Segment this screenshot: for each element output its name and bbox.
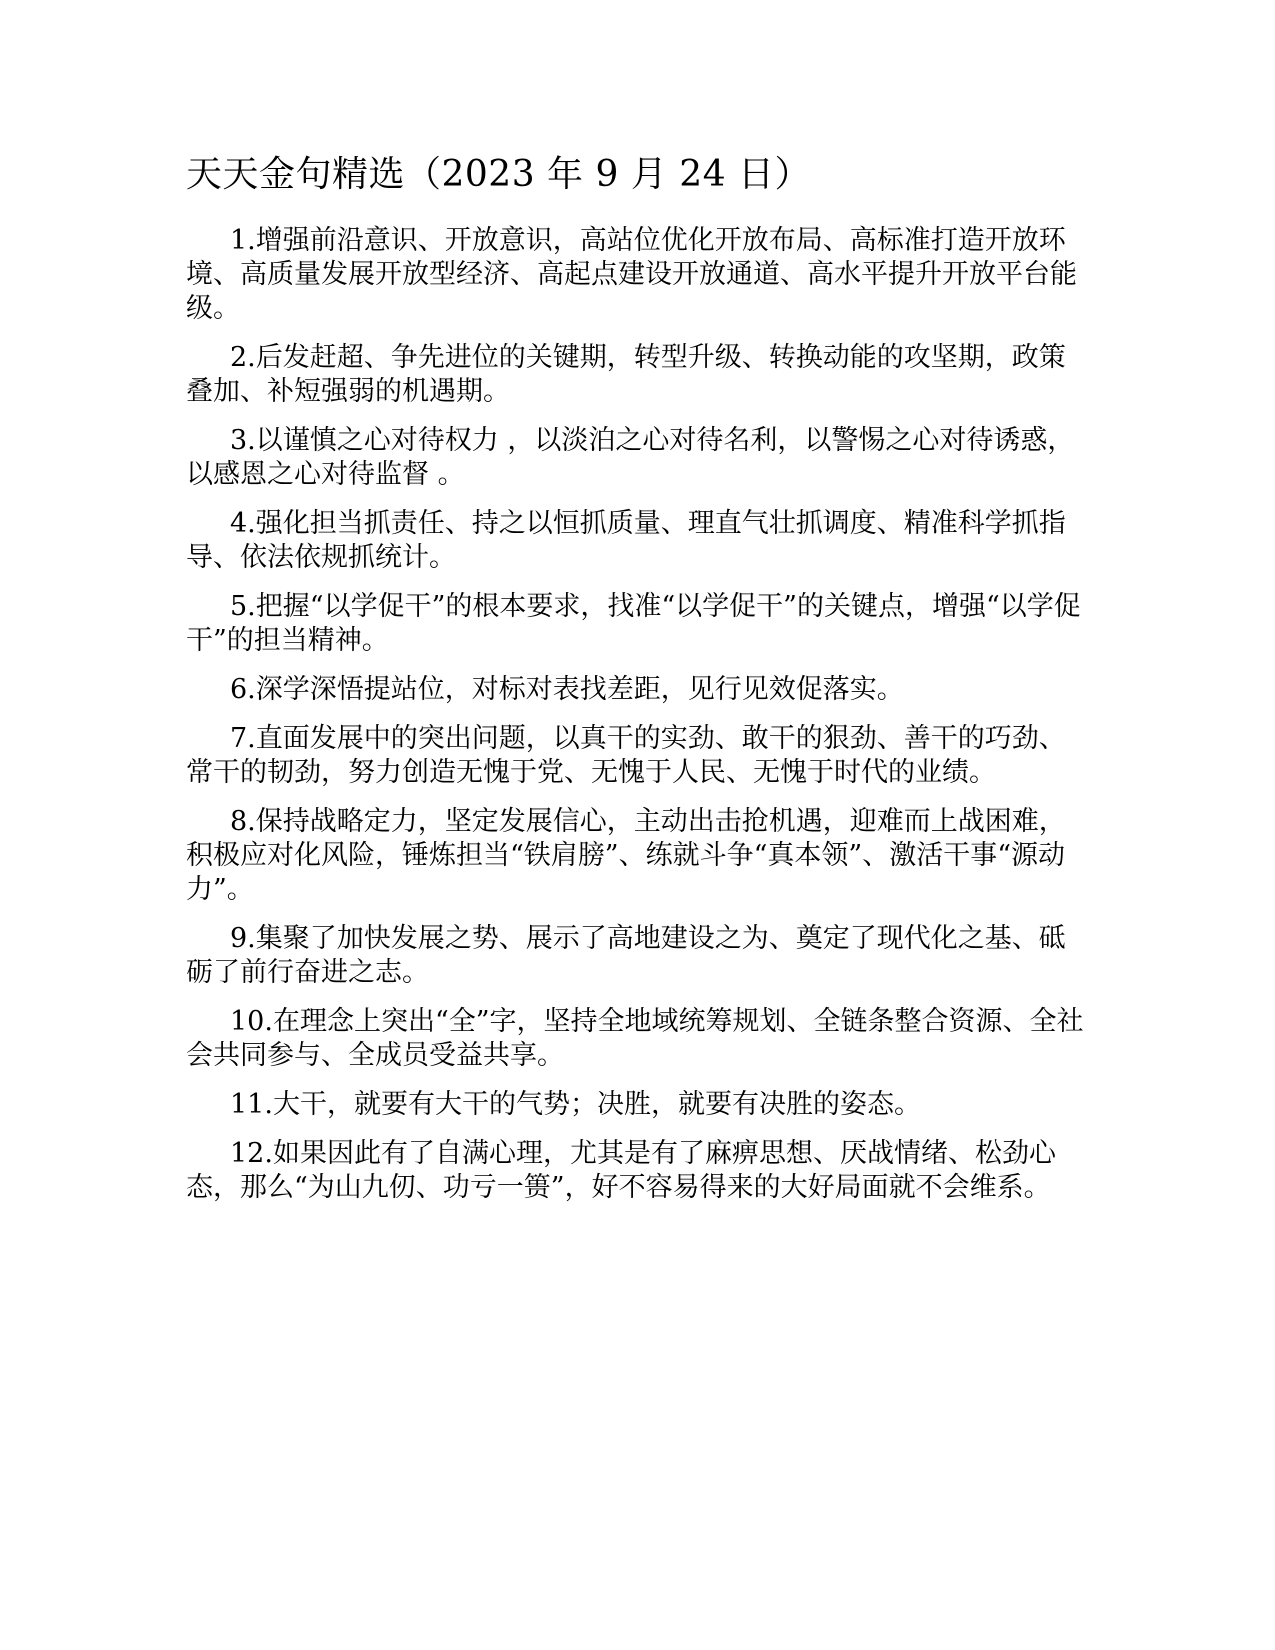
quote-item: 8.保持战略定力，坚定发展信心，主动出击抢机遇，迎难而上战困难，积极应对化风险，锤炼担当“铁肩膀”、练就斗争“真本领”、激活干事“源动力”。 (186, 806, 1066, 905)
quote-list (186, 224, 1088, 1220)
quote-item: 1.增强前沿意识、开放意识，高站位优化开放布局、高标准打造开放环境、高质量发展开放型经济、高起点建设开放通道、高水平提升开放平台能级。 (186, 225, 1077, 324)
quote-item: 2.后发赶超、争先进位的关键期，转型升级、转换动能的攻坚期，政策叠加、补短强弱的机遇期。 (186, 342, 1066, 407)
quote-item: 5.把握“以学促干”的根本要求，找准“以学促干”的关键点，增强“以学促干”的担当精神。 (186, 591, 1081, 656)
quote-item: 4.强化担当抓责任、持之以恒抓质量、理直气壮抓调度、精准科学抓指导、依法依规抓统计。 (186, 508, 1066, 573)
quote-item: 7.直面发展中的突出问题，以真干的实劲、敢干的狠劲、善干的巧劲、常干的韧劲，努力创造无愧于党、无愧于人民、无愧于时代的业绩。 (186, 723, 1066, 788)
quote-item: 6.深学深悟提站位，对标对表找差距，见行见效促落实。 (230, 674, 904, 705)
quote-item: 3.以谨慎之心对待权力 ，以淡泊之心对待名利，以警惕之心对待诱惑，以感恩之心对待监督 。 (186, 425, 1075, 490)
quote-item: 9.集聚了加快发展之势、展示了高地建设之为、奠定了现代化之基、砥砺了前行奋进之志。 (186, 923, 1066, 988)
quote-item: 10.在理念上突出“全”字，坚持全地域统筹规划、全链条整合资源、全社会共同参与、全成员受益共享。 (186, 1006, 1084, 1071)
quote-item: 11.大干，就要有大干的气势；决胜，就要有决胜的姿态。 (230, 1089, 921, 1120)
quote-item: 12.如果因此有了自满心理，尤其是有了麻痹思想、厌战情绪、松劲心态，那么“为山九仞、功亏一篑”，好不容易得来的大好局面就不会维系。 (186, 1138, 1056, 1203)
page-title: 天天金句精选（2023 年 9 月 24 日） (186, 154, 812, 195)
